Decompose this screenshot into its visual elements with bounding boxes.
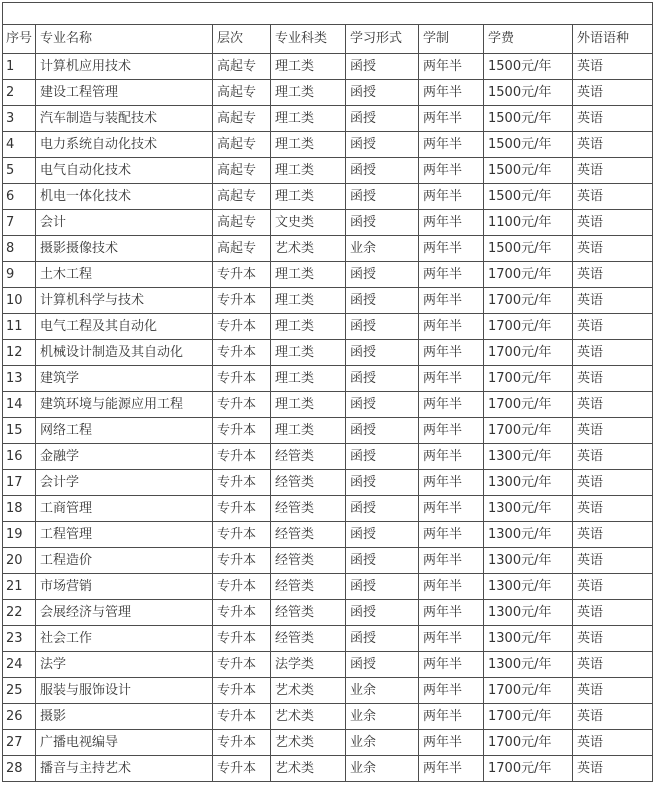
table-cell: 1700元/年 (484, 730, 573, 756)
table-cell: 两年半 (419, 678, 484, 704)
table-cell: 1300元/年 (484, 548, 573, 574)
table-row (3, 678, 653, 704)
table-cell: 英语 (573, 236, 653, 262)
table-cell: 建设工程管理 (36, 80, 213, 106)
table-row (3, 366, 653, 392)
table-cell: 汽车制造与装配技术 (36, 106, 213, 132)
table-cell: 1500元/年 (484, 106, 573, 132)
table-cell: 两年半 (419, 106, 484, 132)
table-row (3, 704, 653, 730)
table-cell: 函授 (346, 54, 419, 80)
table-cell: 专升本 (213, 756, 271, 782)
table-row (3, 392, 653, 418)
table-cell: 理工类 (271, 132, 346, 158)
table-cell: 1700元/年 (484, 314, 573, 340)
table-cell: 英语 (573, 262, 653, 288)
table-cell: 高起专 (213, 210, 271, 236)
table-cell: 1700元/年 (484, 340, 573, 366)
table-cell: 播音与主持艺术 (36, 756, 213, 782)
table-cell: 专升本 (213, 392, 271, 418)
table-cell: 两年半 (419, 756, 484, 782)
table-cell: 经管类 (271, 574, 346, 600)
table-cell: 法学类 (271, 652, 346, 678)
table-row (3, 54, 653, 80)
table-cell: 1700元/年 (484, 366, 573, 392)
table-cell: 11 (3, 314, 36, 340)
table-cell: 函授 (346, 574, 419, 600)
table-cell: 1500元/年 (484, 132, 573, 158)
table-cell: 英语 (573, 574, 653, 600)
table-cell: 1300元/年 (484, 626, 573, 652)
table-cell: 12 (3, 340, 36, 366)
table-cell: 法学 (36, 652, 213, 678)
table-cell: 机电一体化技术 (36, 184, 213, 210)
table-cell: 1500元/年 (484, 80, 573, 106)
table-cell: 会计学 (36, 470, 213, 496)
table-cell: 25 (3, 678, 36, 704)
table-cell: 会展经济与管理 (36, 600, 213, 626)
table-cell: 函授 (346, 548, 419, 574)
majors-table (2, 2, 653, 782)
table-cell: 两年半 (419, 340, 484, 366)
table-cell: 18 (3, 496, 36, 522)
table-cell: 计算机科学与技术 (36, 288, 213, 314)
table-cell: 英语 (573, 704, 653, 730)
table-cell: 专升本 (213, 574, 271, 600)
table-cell: 专升本 (213, 600, 271, 626)
table-cell: 高起专 (213, 80, 271, 106)
table-cell: 8 (3, 236, 36, 262)
table-cell: 电气自动化技术 (36, 158, 213, 184)
table-cell: 理工类 (271, 158, 346, 184)
table-cell: 英语 (573, 730, 653, 756)
column-header: 层次 (213, 25, 271, 54)
table-cell: 英语 (573, 54, 653, 80)
table-cell: 两年半 (419, 730, 484, 756)
table-cell: 专升本 (213, 496, 271, 522)
table-cell: 网络工程 (36, 418, 213, 444)
table-cell: 两年半 (419, 548, 484, 574)
table-cell: 专升本 (213, 340, 271, 366)
table-cell: 两年半 (419, 262, 484, 288)
table-cell: 两年半 (419, 158, 484, 184)
table-cell: 专升本 (213, 288, 271, 314)
table-cell: 两年半 (419, 652, 484, 678)
table-row (3, 106, 653, 132)
table-row (3, 652, 653, 678)
table-cell: 1300元/年 (484, 522, 573, 548)
table-body (3, 54, 653, 782)
table-cell: 1700元/年 (484, 704, 573, 730)
table-cell: 两年半 (419, 600, 484, 626)
table-cell: 两年半 (419, 626, 484, 652)
table-cell: 电气工程及其自动化 (36, 314, 213, 340)
table-cell: 理工类 (271, 418, 346, 444)
table-cell: 高起专 (213, 132, 271, 158)
table-cell: 会计 (36, 210, 213, 236)
top-blank-row (3, 3, 653, 25)
table-cell: 专升本 (213, 704, 271, 730)
table-row (3, 626, 653, 652)
table-cell: 两年半 (419, 210, 484, 236)
table-cell: 22 (3, 600, 36, 626)
table-cell: 广播电视编导 (36, 730, 213, 756)
table-cell: 两年半 (419, 522, 484, 548)
table-cell: 理工类 (271, 340, 346, 366)
table-cell: 20 (3, 548, 36, 574)
table-cell: 两年半 (419, 444, 484, 470)
table-cell: 英语 (573, 340, 653, 366)
table-cell: 高起专 (213, 184, 271, 210)
table-cell: 理工类 (271, 392, 346, 418)
table-row (3, 522, 653, 548)
table-cell: 函授 (346, 522, 419, 548)
table-cell: 社会工作 (36, 626, 213, 652)
table-cell: 理工类 (271, 288, 346, 314)
table-cell: 理工类 (271, 80, 346, 106)
table-cell: 建筑学 (36, 366, 213, 392)
column-header: 学习形式 (346, 25, 419, 54)
table-cell: 专升本 (213, 626, 271, 652)
table-cell: 专升本 (213, 652, 271, 678)
table-cell: 21 (3, 574, 36, 600)
table-cell: 市场营销 (36, 574, 213, 600)
table-cell: 经管类 (271, 626, 346, 652)
table-cell: 两年半 (419, 54, 484, 80)
table-cell: 1300元/年 (484, 574, 573, 600)
table-cell: 函授 (346, 132, 419, 158)
table-cell: 专升本 (213, 522, 271, 548)
table-cell: 两年半 (419, 574, 484, 600)
table-cell: 13 (3, 366, 36, 392)
table-cell: 业余 (346, 236, 419, 262)
table-cell: 专升本 (213, 678, 271, 704)
table-cell: 金融学 (36, 444, 213, 470)
table-cell: 1500元/年 (484, 236, 573, 262)
table-cell: 高起专 (213, 158, 271, 184)
table-cell: 1 (3, 54, 36, 80)
table-cell: 26 (3, 704, 36, 730)
table-cell: 理工类 (271, 184, 346, 210)
table-cell: 两年半 (419, 236, 484, 262)
table-cell: 专升本 (213, 418, 271, 444)
table-cell: 1500元/年 (484, 158, 573, 184)
column-header: 专业名称 (36, 25, 213, 54)
table-row (3, 132, 653, 158)
table-cell: 1300元/年 (484, 470, 573, 496)
table-cell: 专升本 (213, 444, 271, 470)
table-cell: 艺术类 (271, 678, 346, 704)
table-cell: 函授 (346, 366, 419, 392)
table-row (3, 262, 653, 288)
table-cell: 英语 (573, 470, 653, 496)
table-row (3, 418, 653, 444)
table-cell: 英语 (573, 158, 653, 184)
table-cell: 文史类 (271, 210, 346, 236)
table-row (3, 158, 653, 184)
table-cell: 摄影 (36, 704, 213, 730)
table-cell: 函授 (346, 444, 419, 470)
table-cell: 经管类 (271, 600, 346, 626)
table-cell: 工程管理 (36, 522, 213, 548)
table-row (3, 340, 653, 366)
column-header: 外语语种 (573, 25, 653, 54)
table-row (3, 288, 653, 314)
table-cell: 艺术类 (271, 730, 346, 756)
table-cell: 英语 (573, 496, 653, 522)
table-cell: 24 (3, 652, 36, 678)
table-cell: 工程造价 (36, 548, 213, 574)
table-cell: 专升本 (213, 314, 271, 340)
table-cell: 英语 (573, 80, 653, 106)
table-cell: 英语 (573, 132, 653, 158)
table-cell: 英语 (573, 106, 653, 132)
table-cell: 函授 (346, 418, 419, 444)
column-header: 专业科类 (271, 25, 346, 54)
table-cell: 1300元/年 (484, 496, 573, 522)
table-cell: 函授 (346, 340, 419, 366)
table-cell: 英语 (573, 392, 653, 418)
table-cell: 6 (3, 184, 36, 210)
table-cell: 英语 (573, 184, 653, 210)
table-cell: 1700元/年 (484, 262, 573, 288)
table-row (3, 470, 653, 496)
table-cell: 业余 (346, 756, 419, 782)
table-row (3, 80, 653, 106)
table-cell: 15 (3, 418, 36, 444)
table-cell: 业余 (346, 704, 419, 730)
table-cell: 艺术类 (271, 704, 346, 730)
table-cell: 函授 (346, 184, 419, 210)
table-cell: 专升本 (213, 548, 271, 574)
table-cell: 理工类 (271, 262, 346, 288)
table-cell: 摄影摄像技术 (36, 236, 213, 262)
table-cell: 函授 (346, 288, 419, 314)
table-cell: 5 (3, 158, 36, 184)
table-cell: 2 (3, 80, 36, 106)
table-row (3, 548, 653, 574)
table-row (3, 600, 653, 626)
table-cell: 27 (3, 730, 36, 756)
table-cell: 23 (3, 626, 36, 652)
table-cell: 电力系统自动化技术 (36, 132, 213, 158)
table-row (3, 730, 653, 756)
column-header: 序号 (3, 25, 36, 54)
table-cell: 机械设计制造及其自动化 (36, 340, 213, 366)
table-cell: 理工类 (271, 366, 346, 392)
table-cell: 19 (3, 522, 36, 548)
table-cell: 艺术类 (271, 236, 346, 262)
table-cell: 1700元/年 (484, 678, 573, 704)
table-cell: 16 (3, 444, 36, 470)
table-cell: 函授 (346, 652, 419, 678)
table-cell: 两年半 (419, 418, 484, 444)
table-cell: 1500元/年 (484, 54, 573, 80)
table-cell: 17 (3, 470, 36, 496)
table-cell: 函授 (346, 210, 419, 236)
table-row (3, 236, 653, 262)
table-cell: 业余 (346, 678, 419, 704)
table-cell: 英语 (573, 418, 653, 444)
table-cell: 计算机应用技术 (36, 54, 213, 80)
table-cell: 理工类 (271, 106, 346, 132)
table-cell: 高起专 (213, 54, 271, 80)
table-cell: 英语 (573, 678, 653, 704)
table-row (3, 210, 653, 236)
table-cell: 函授 (346, 106, 419, 132)
table-cell: 理工类 (271, 54, 346, 80)
table-cell: 英语 (573, 210, 653, 236)
table-cell: 1500元/年 (484, 184, 573, 210)
column-header: 学费 (484, 25, 573, 54)
table-cell: 函授 (346, 496, 419, 522)
table-cell: 9 (3, 262, 36, 288)
table-cell: 英语 (573, 600, 653, 626)
table-cell: 专升本 (213, 730, 271, 756)
table-cell: 1700元/年 (484, 392, 573, 418)
top-blank-cell (3, 3, 653, 25)
table-cell: 英语 (573, 288, 653, 314)
table-cell: 业余 (346, 730, 419, 756)
table-cell: 英语 (573, 366, 653, 392)
table-cell: 英语 (573, 522, 653, 548)
table-cell: 两年半 (419, 392, 484, 418)
table-cell: 专升本 (213, 470, 271, 496)
column-header: 学制 (419, 25, 484, 54)
table-cell: 函授 (346, 600, 419, 626)
table-cell: 两年半 (419, 80, 484, 106)
table-cell: 1300元/年 (484, 444, 573, 470)
table-cell: 工商管理 (36, 496, 213, 522)
table-cell: 两年半 (419, 314, 484, 340)
table-cell: 土木工程 (36, 262, 213, 288)
table-cell: 专升本 (213, 366, 271, 392)
table-cell: 高起专 (213, 106, 271, 132)
table-cell: 1700元/年 (484, 418, 573, 444)
table-row (3, 496, 653, 522)
table-cell: 两年半 (419, 470, 484, 496)
table-cell: 函授 (346, 314, 419, 340)
table-cell: 经管类 (271, 496, 346, 522)
table-cell: 1300元/年 (484, 600, 573, 626)
table-cell: 函授 (346, 262, 419, 288)
table-row (3, 756, 653, 782)
table-cell: 经管类 (271, 444, 346, 470)
table-cell: 英语 (573, 314, 653, 340)
table-cell: 高起专 (213, 236, 271, 262)
table-cell: 两年半 (419, 366, 484, 392)
header-row (3, 25, 653, 54)
table-cell: 艺术类 (271, 756, 346, 782)
table-row (3, 574, 653, 600)
table-cell: 函授 (346, 392, 419, 418)
table-cell: 1700元/年 (484, 756, 573, 782)
table-cell: 函授 (346, 470, 419, 496)
table-cell: 1300元/年 (484, 652, 573, 678)
table-cell: 经管类 (271, 522, 346, 548)
table-cell: 4 (3, 132, 36, 158)
table-cell: 函授 (346, 80, 419, 106)
table-row (3, 184, 653, 210)
table-cell: 两年半 (419, 184, 484, 210)
table-row (3, 444, 653, 470)
table-cell: 两年半 (419, 496, 484, 522)
table-cell: 3 (3, 106, 36, 132)
table-cell: 两年半 (419, 704, 484, 730)
table-cell: 理工类 (271, 314, 346, 340)
table-row (3, 314, 653, 340)
table-cell: 7 (3, 210, 36, 236)
table-cell: 两年半 (419, 132, 484, 158)
table-cell: 英语 (573, 548, 653, 574)
table-cell: 经管类 (271, 470, 346, 496)
table-cell: 英语 (573, 756, 653, 782)
table-cell: 10 (3, 288, 36, 314)
table-cell: 函授 (346, 626, 419, 652)
table-cell: 英语 (573, 652, 653, 678)
table-cell: 经管类 (271, 548, 346, 574)
table-cell: 专升本 (213, 262, 271, 288)
table-cell: 函授 (346, 158, 419, 184)
table-cell: 服装与服饰设计 (36, 678, 213, 704)
table-cell: 1700元/年 (484, 288, 573, 314)
table-cell: 14 (3, 392, 36, 418)
table-cell: 英语 (573, 626, 653, 652)
table-cell: 英语 (573, 444, 653, 470)
table-cell: 28 (3, 756, 36, 782)
table-cell: 建筑环境与能源应用工程 (36, 392, 213, 418)
table-cell: 两年半 (419, 288, 484, 314)
table-cell: 1100元/年 (484, 210, 573, 236)
